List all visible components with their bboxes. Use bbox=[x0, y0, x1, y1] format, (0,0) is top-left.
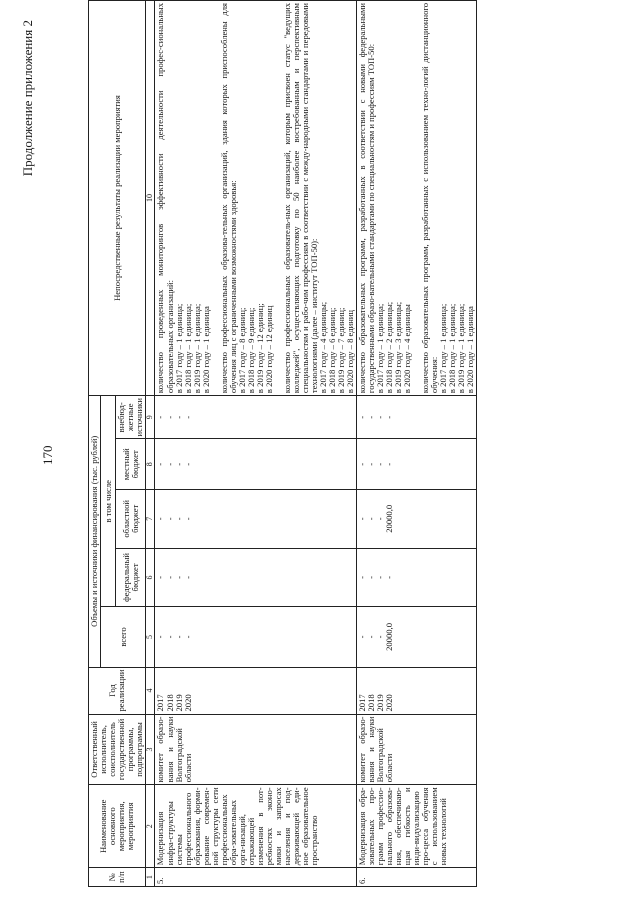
row-extra: - - - - bbox=[155, 396, 356, 439]
row-total: - - - - bbox=[155, 607, 356, 667]
header-federal: федеральный бюджет bbox=[116, 548, 146, 607]
header-results: Непосредственные результаты реализации мероприятия bbox=[89, 1, 146, 396]
table-row bbox=[155, 1, 356, 887]
index-cell: 8 bbox=[146, 439, 155, 490]
row-regional: - - - 20000,0 bbox=[356, 490, 476, 549]
row-local: - - - - bbox=[155, 439, 356, 490]
row-results: количество образовательных программ, разработанных в соответствии с новыми федеральными государственными образо-вательными стандартами по специальностям и профессиям ТОП-50: в 2017 году – 1 единица; в 2018 году – 2 единицы; в 2019 году – 3 единицы; в 2020 году – 4 единицы количество образовательных программ, разработанных с использованием техно-логий дистанционного обучения: в 2017 году – 1 единица; в 2018 году – 1 единица; в 2019 году – 1 единица; в 2020 году – 1 единица bbox=[356, 1, 476, 396]
index-cell: 2 bbox=[146, 785, 155, 868]
table-row bbox=[356, 1, 476, 887]
row-federal: - - - - bbox=[356, 548, 476, 607]
header-name: Наименование основного мероприятия, мероприятия bbox=[89, 785, 146, 868]
continuation-title: Продолжение приложения 2 bbox=[20, 20, 35, 177]
header-executor: Ответственный исполнитель, соисполнитель государственной программы, подпрограммы bbox=[89, 714, 146, 785]
row-executor: комитет образо-вания и науки Волгоградской области bbox=[155, 714, 356, 785]
index-cell: 7 bbox=[146, 490, 155, 549]
row-executor: комитет образо-вания и науки Волгоградской области bbox=[356, 714, 476, 785]
row-num: 5. bbox=[155, 868, 356, 887]
row-years: 2017 2018 2019 2020 bbox=[356, 667, 476, 714]
row-name: Модернизация обра-зовательных про-грамм профессио-нального образова-ния, обеспечиваю-щая гибкость и инди-видуализацию про-цесса обучения с использованием новых технологий bbox=[356, 785, 476, 868]
row-years: 2017 2018 2019 2020 bbox=[155, 667, 356, 714]
header-funding: Объемы и источники финансирования (тыс. рублей) bbox=[89, 396, 101, 667]
header-num: № п/п bbox=[89, 868, 146, 887]
page-number: 170 bbox=[40, 445, 55, 465]
row-local: - - - - bbox=[356, 439, 476, 490]
index-cell: 3 bbox=[146, 714, 155, 785]
header-regional: областной бюджет bbox=[116, 490, 146, 549]
index-cell: 4 bbox=[146, 667, 155, 714]
index-cell: 5 bbox=[146, 607, 155, 667]
header-local: местный бюджет bbox=[116, 439, 146, 490]
header-incl: в том числе bbox=[101, 396, 116, 607]
header-total: всего bbox=[101, 607, 146, 667]
row-results: количество проведенных мониторингов эффективности деятельности профес-сиональных образовательных организаций: в 2017 году – 1 единица; в 2018 году – 1 единица; в 2019 году – 1 единица; в 2020 году – 1 единица количество профессиональных образова-тельных организаций, здания которых приспособлены для обучения лиц с ограниченными возможностями здоровья: в 2017 году – 8 единиц; в 2018 году – 9 единиц; в 2019 году – 12 единиц; в 2020 году – 12 единиц количество профессиональных образователь-ных организаций, которым присвоен статус "ведущих колледжей", осуществляющих подготовку по 50 наиболее востребованным и перспективным специальностям и рабо-чим профессиям в соответствии с между-народными стандартами и передовыми технологиями (далее – институт ТОП-50): в 2017 году – 4 единицы; в 2018 году – 6 единиц; в 2019 году – 7 единиц; в 2020 году – 8 единиц bbox=[155, 1, 356, 396]
row-total: - - - 20000,0 bbox=[356, 607, 476, 667]
measures-table bbox=[88, 0, 477, 887]
index-cell: 1 bbox=[146, 868, 155, 887]
header-year: Год реализации bbox=[89, 667, 146, 714]
row-regional: - - - - bbox=[155, 490, 356, 549]
index-cell: 10 bbox=[146, 1, 155, 396]
row-num: 6. bbox=[356, 868, 476, 887]
header-extra: внебюд-жетные источники bbox=[116, 396, 146, 439]
index-row bbox=[146, 1, 155, 887]
row-federal: - - - - bbox=[155, 548, 356, 607]
row-name: Модернизация инфра-структуры системы профессионального образования, форми-рование современ-ной структуры сети профессиональных обра-зовательных орга-низаций, отражающей изменения в пот-ребностях эконо-мики и запросах населения и под-держивающей еди-ное образовательное пространство bbox=[155, 785, 356, 868]
index-cell: 6 bbox=[146, 548, 155, 607]
row-extra: - - - - bbox=[356, 396, 476, 439]
index-cell: 9 bbox=[146, 396, 155, 439]
